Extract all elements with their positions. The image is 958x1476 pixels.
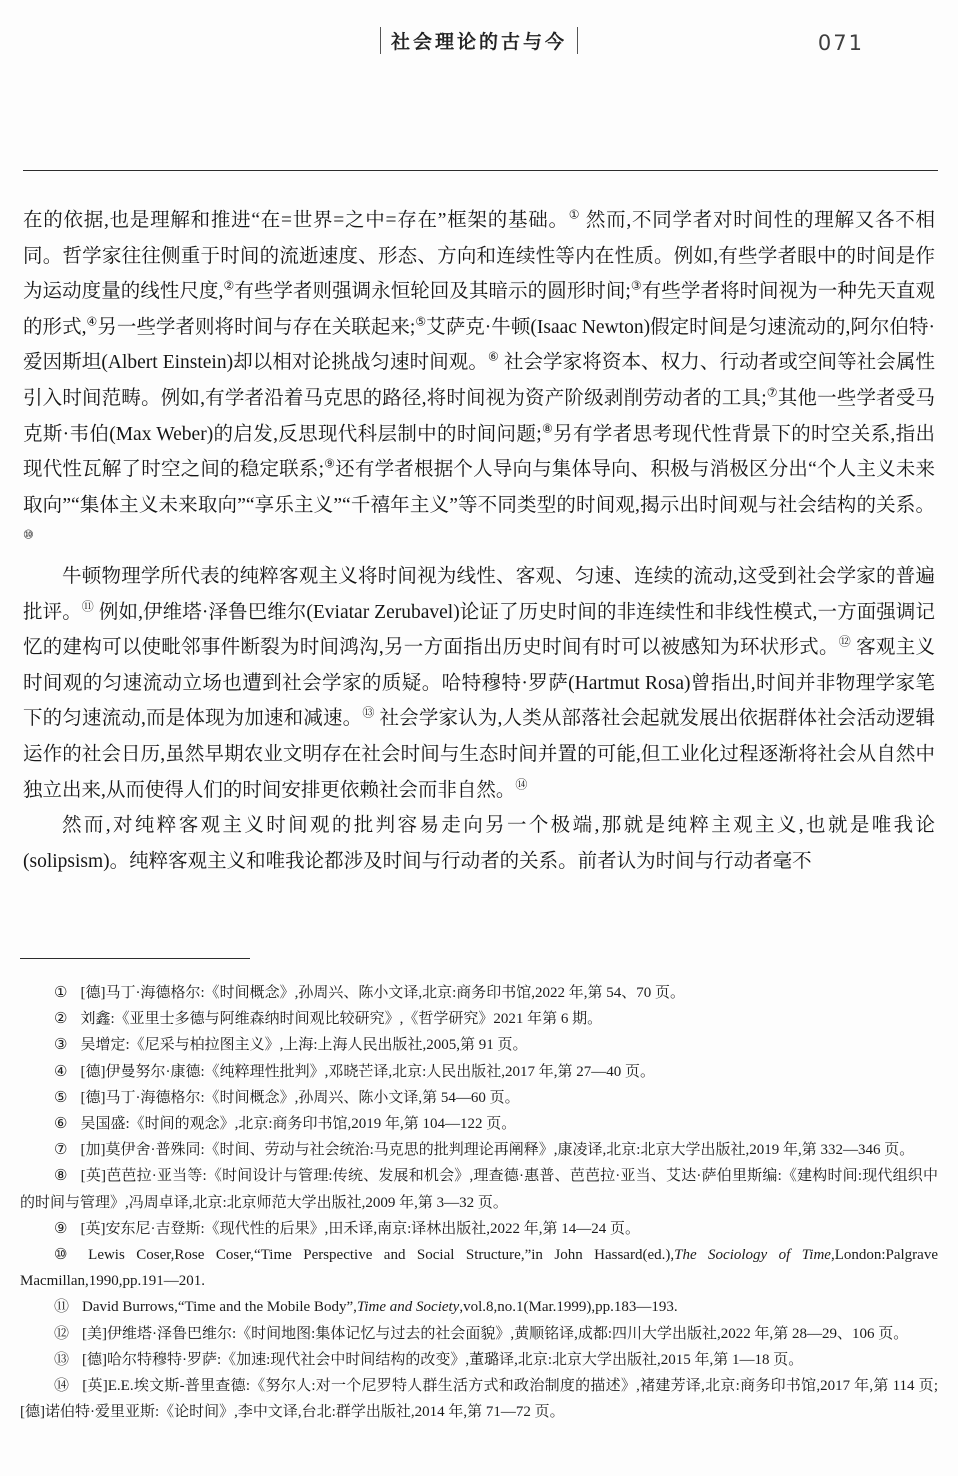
running-title: [0, 27, 958, 54]
footnote-item: [20, 1373, 938, 1425]
text-run: [德]马丁·海德格尔:《时间概念》,孙周兴、陈小文译,北京:商务印书馆,2022 年,第 54、70 页。: [80, 985, 686, 1001]
text-run: 然而,不同学者对时间性的理解又各不相同。哲学家往往侧重于时间的流逝速度、形态、方向和连续性等内在性质。例如,有些学者眼中的时间是作为运动度量的线性尺度,: [23, 210, 935, 303]
footnote-ref: ③: [630, 278, 642, 293]
footnote-ref: ⑥: [488, 349, 499, 364]
page-number: 071: [817, 31, 864, 55]
body-paragraph: [23, 808, 935, 879]
text-run: 客观主义时间观的匀速流动立场也遭到社会学家的质疑。哈特穆特·罗萨(Hartmut Rosa)曾指出,时间并非物理学家笔下的匀速流动,而是体现为加速和减速。: [23, 637, 935, 730]
footnote-ref: ⑫: [838, 634, 852, 649]
page-title: 社会理论的古与今: [390, 32, 567, 53]
footnote-marker: ⑩: [54, 1247, 76, 1264]
footnote-item: [20, 1347, 938, 1373]
footnote-ref: ⑬: [362, 705, 375, 720]
text-run: 刘鑫:《亚里士多德与阿维森纳时间观比较研究》,《哲学研究》2021 年第 6 期。: [80, 1011, 603, 1028]
footnote-ref: ⑤: [415, 314, 427, 329]
footnote-ref: ⑦: [766, 385, 778, 400]
footnote-separator: [20, 958, 250, 959]
text-run: The Sociology of Time: [674, 1247, 831, 1264]
text-run: 牛顿物理学所代表的纯粹客观主义将时间视为线性、客观、匀速、连续的流动,这受到社会学家的普遍批评。: [23, 565, 935, 623]
text-run: ,vol.8,no.1(Mar.1999),pp.183—193.: [459, 1299, 678, 1316]
footnote-marker: ⑫: [54, 1325, 70, 1342]
text-run: 艾萨克·牛顿(Isaac Newton)假定时间是匀速流动的,阿尔伯特·爱因斯坦(Albert Einstein)却以相对论挑战匀速时间观。: [23, 316, 936, 374]
body-paragraph: [23, 203, 935, 559]
footnotes: [20, 980, 938, 1425]
text-run: 还有学者根据个人导向与集体导向、积极与消极区分出“个人主义未来取向”“集体主义未来取向”“享乐主义”“千禧年主义”等不同类型的时间观,揭示出时间观与社会结构的关系。: [23, 459, 935, 516]
text-run: 其他一些学者受马克斯·韦伯(Max Weber)的启发,反思现代科层制中的时间问题;: [23, 387, 935, 445]
text-run: 有些学者将时间视为一种先天直观的形式,: [23, 281, 935, 338]
footnote-marker: ⑤: [54, 1089, 68, 1106]
text-run: 例如,伊维塔·泽鲁巴维尔(Eviatar Zerubavel)论证了历史时间的非连续性和非线性模式,一方面强调记忆的建构可以使毗邻事件断裂为时间鸿沟,另一方面指出历史时间有时可以被感知为环状形式。: [23, 601, 935, 659]
footnote-item: [20, 1137, 938, 1163]
text-run: Lewis Coser,Rose Coser,“Time Perspective and Social Structure,”in John Hassard(ed.),: [88, 1247, 675, 1264]
page-header: [0, 0, 958, 171]
text-run: [德]哈尔特穆特·罗萨:《加速:现代社会中时间结构的改变》,董璐译,北京:北京大学出版社,2015 年,第 1—18 页。: [82, 1351, 804, 1368]
footnote-marker: ④: [54, 1063, 68, 1080]
footnote-marker: ⑥: [54, 1116, 68, 1133]
text-run: [英]芭芭拉·亚当等:《时间设计与管理:传统、发展和机会》,理查德·惠普、芭芭拉·亚当、艾达·萨伯里斯编:《建构时间:现代组织中的时间与管理》,冯周卓译,北京:北京师范大学出版社,2009 年,第 3—32 页。: [20, 1168, 938, 1211]
text-run: 有些学者则强调永恒轮回及其暗示的圆形时间;: [234, 281, 631, 303]
text-run: 另一些学者则将时间与存在关联起来;: [97, 316, 416, 338]
text-run: 吴增定:《尼采与柏拉图主义》,上海:上海人民出版社,2005,第 91 页。: [80, 1037, 528, 1054]
body-text: [23, 203, 935, 879]
text-run: 社会学家将资本、权力、行动者或空间等社会属性引入时间范畴。例如,有学者沿着马克思的路径,将时间视为资产阶级剥削劳动者的工具;: [23, 352, 935, 409]
footnote-marker: ⑧: [54, 1168, 68, 1185]
text-run: 社会学家认为,人类从部落社会起就发展出依据群体社会活动逻辑运作的社会日历,虽然早期农业文明存在社会时间与生态时间并置的可能,但工业化过程逐渐将社会从自然中独立出来,从而使得人们的时间安排更依赖社会而非自然。: [23, 708, 935, 801]
text-run: 吴国盛:《时间的观念》,北京:商务印书馆,2019 年,第 104—122 页。: [80, 1116, 517, 1133]
footnote-marker: ⑭: [54, 1378, 70, 1395]
footnote-ref: ⑭: [515, 777, 528, 791]
text-run: 然而,对纯粹客观主义时间观的批判容易走向另一个极端,那就是纯粹主观主义,也就是唯我论(solipsism)。纯粹客观主义和唯我论都涉及时间与行动者的关系。前者认为时间与行动者毫不: [23, 815, 935, 872]
footnote-item: [20, 1032, 938, 1058]
footnote-marker: ⑨: [54, 1220, 68, 1237]
text-run: [英]E.E.埃文斯-普里查德:《努尔人:对一个尼罗特人群生活方式和政治制度的描述》,褚建芳译,北京:商务印书馆,2017 年,第 114 页;[德]诺伯特·爱里亚斯:《论时间》,李中文译,台北:群学出版社,2014 年,第 71—72 页。: [20, 1378, 938, 1421]
text-run: 在的依据,也是理解和推进“在=世界=之中=存在”框架的基础。: [23, 210, 569, 231]
text-run: [加]莫伊舍·普殊同:《时间、劳动与社会统治:马克思的批判理论再阐释》,康凌译,北京:北京大学出版社,2019 年,第 332—346 页。: [80, 1142, 915, 1159]
text-run: 另有学者思考现代性背景下的时空关系,指出现代性瓦解了时空之间的稳定联系;: [23, 423, 935, 481]
footnote-item: [20, 1321, 938, 1347]
footnote-item: [20, 1111, 938, 1137]
footnote-marker: ①: [54, 985, 68, 1001]
footnote-ref: ⑧: [541, 421, 554, 436]
header-rule: [23, 170, 938, 171]
title-bar-left-icon: [380, 27, 381, 54]
footnote-item: [20, 1242, 938, 1294]
footnote-item: [20, 1216, 938, 1242]
text-run: Time and Society: [356, 1299, 460, 1316]
footnote-item: [20, 1006, 938, 1032]
footnote-ref: ⑩: [23, 527, 34, 542]
footnote-ref: ⑨: [324, 456, 336, 471]
footnote-marker: ③: [54, 1037, 68, 1054]
text-run: [美]伊维塔·泽鲁巴维尔:《时间地图:集体记忆与过去的社会面貌》,黄顺铭译,成都:四川大学出版社,2022 年,第 28—29、106 页。: [82, 1325, 909, 1342]
footnote-item: [20, 980, 938, 1006]
text-run: [英]安东尼·吉登斯:《现代性的后果》,田禾译,南京:译林出版社,2022 年,第 14—24 页。: [80, 1220, 641, 1237]
text-run: David Burrows,“Time and the Mobile Body”,: [82, 1299, 357, 1316]
body-paragraph: [23, 559, 935, 808]
text-run: ,London:Palgrave Macmillan,1990,pp.191—201.: [20, 1247, 938, 1290]
footnote-marker: ⑦: [54, 1142, 68, 1159]
footnote-marker: ⑬: [54, 1351, 70, 1368]
footnote-ref: ①: [568, 207, 581, 222]
footnote-item: [20, 1294, 938, 1320]
footnote-marker: ②: [54, 1011, 68, 1028]
text-run: [德]马丁·海德格尔:《时间概念》,孙周兴、陈小文译,第 54—60 页。: [80, 1089, 520, 1106]
footnote-ref: ④: [86, 314, 98, 329]
footnote-item: [20, 1059, 938, 1085]
footnote-item: [20, 1163, 938, 1215]
footnote-ref: ②: [223, 278, 235, 293]
title-bar-right-icon: [577, 27, 578, 54]
footnote-marker: ⑪: [54, 1299, 70, 1316]
footnote-item: [20, 1085, 938, 1111]
text-run: [德]伊曼努尔·康德:《纯粹理性批判》,邓晓芒译,北京:人民出版社,2017 年,第 27—40 页。: [80, 1063, 656, 1080]
footnote-ref: ⑪: [81, 599, 94, 614]
